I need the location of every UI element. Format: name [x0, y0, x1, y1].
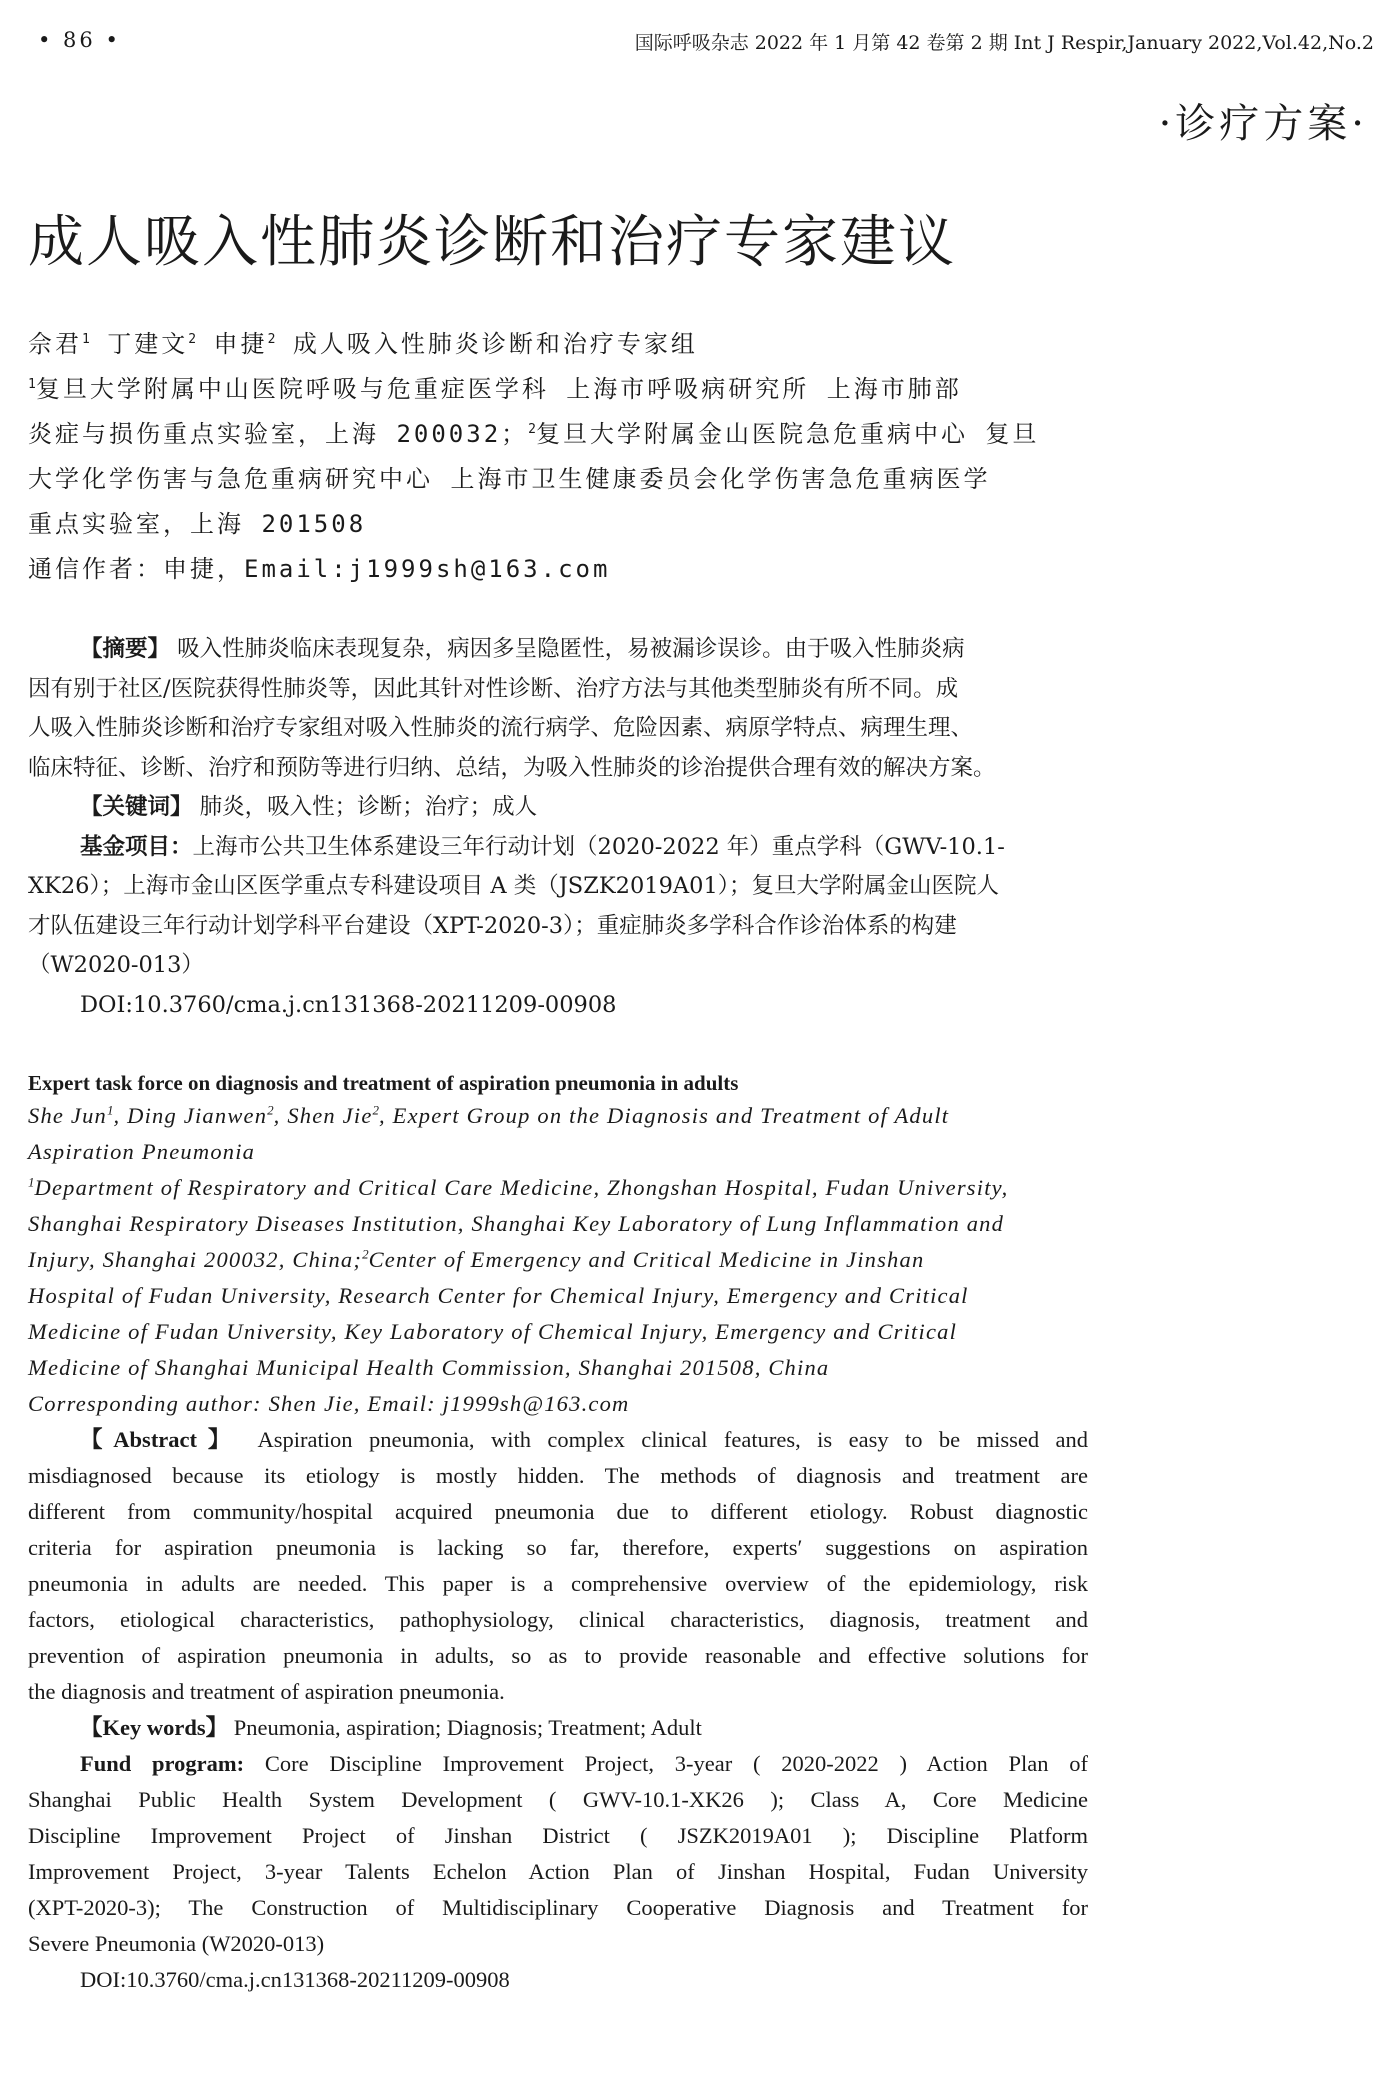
fund-line: Severe Pneumonia (W2020-013) — [28, 1931, 325, 1956]
author-group: 成人吸入性肺炎诊断和治疗专家组 — [275, 330, 698, 358]
english-corresponding-author: Corresponding author: Shen Jie, Email: j1999sh@163.com — [28, 1391, 630, 1416]
affiliation-line — [28, 412, 1088, 457]
abstract-text: 吸入性肺炎临床表现复杂，病因多呈隐匿性，易被漏诊误诊。由于吸入性肺炎病 — [170, 636, 965, 662]
abstract-line — [28, 1422, 1088, 1458]
chinese-abstract — [28, 630, 1088, 1025]
english-abstract-block — [28, 1068, 1088, 1998]
fund-line: （W2020-013） — [28, 952, 204, 978]
abstract-line: criteria for aspiration pneumonia is lacking so far, therefore, experts′ suggestions on aspiration — [28, 1535, 1088, 1560]
affiliation-marker: 2 — [528, 422, 536, 437]
author-name: She Jun — [28, 1103, 107, 1128]
english-affiliation-line — [28, 1170, 1088, 1206]
fund-line: 才队伍建设三年行动计划学科平台建设（XPT-2020-3）；重症肺炎多学科合作诊治体系的构建 — [28, 912, 957, 939]
author-name: 申捷 — [196, 330, 268, 358]
english-affiliation-line: Medicine of Fudan University, Key Laboratory of Chemical Injury, Emergency and Critical — [28, 1319, 958, 1344]
abstract-line: 人吸入性肺炎诊断和治疗专家组对吸入性肺炎的流行病学、危险因素、病原学特点、病理生理、 — [28, 715, 974, 741]
keywords-line — [28, 1710, 1088, 1746]
english-author-list: Aspiration Pneumonia — [28, 1139, 256, 1164]
abstract-line: prevention of aspiration pneumonia in adults, so as to provide reasonable and effective solutions for — [28, 1643, 1088, 1668]
fund-text: 上海市公共卫生体系建设三年行动计划（2020-2022 年）重点学科（GWV-10.1- — [192, 833, 1005, 860]
fund-line: Improvement Project, 3-year Talents Echelon Action Plan of Jinshan Hospital, Fudan University — [28, 1859, 1088, 1884]
affiliation-marker: 1 — [28, 377, 36, 392]
english-abstract — [28, 1422, 1088, 1998]
affiliation-line: 大学化学伤害与急危重病研究中心 上海市卫生健康委员会化学伤害急危重病医学 — [28, 465, 991, 493]
article-title: 成人吸入性肺炎诊断和治疗专家建议 — [28, 210, 956, 275]
english-affiliation-line — [28, 1242, 1088, 1278]
abstract-line: misdiagnosed because its etiology is mostly hidden. The methods of diagnosis and treatment are — [28, 1463, 1088, 1488]
author-name: , Ding Jianwen — [113, 1103, 268, 1128]
affiliation-marker: 2 — [267, 1102, 274, 1118]
english-affiliation-line: Hospital of Fudan University, Research Center for Chemical Injury, Emergency and Critical — [28, 1283, 969, 1308]
english-authors-affiliations — [28, 1098, 1088, 1422]
doi: DOI:10.3760/cma.j.cn131368-20211209-00908 — [80, 1967, 510, 1992]
affiliation-marker: 2 — [267, 332, 276, 347]
fund-label: Fund program: — [80, 1751, 245, 1776]
affiliation-marker: 1 — [107, 1102, 114, 1118]
english-author-list — [28, 1098, 1088, 1134]
abstract-line: 临床特征、诊断、治疗和预防等进行归纳、总结，为吸入性肺炎的诊治提供合理有效的解决方案。 — [28, 754, 996, 781]
affiliation-text: Center of Emergency and Critical Medicine in Jinshan — [368, 1247, 925, 1272]
affiliation-marker: 2 — [372, 1102, 380, 1118]
abstract-label: 【摘要】 — [80, 636, 171, 662]
fund-line: Discipline Improvement Project of Jinshan District ( JSZK2019A01 ); Discipline Platform — [28, 1823, 1088, 1848]
author-group: , Expert Group on the Diagnosis and Treatment of Adult — [379, 1103, 950, 1128]
fund-text: Core Discipline Improvement Project, 3-year ( 2020-2022 ) Action Plan of — [244, 1751, 1088, 1776]
english-affiliation-line: Shanghai Respiratory Diseases Institution, Shanghai Key Laboratory of Lung Inflammation and — [28, 1211, 1005, 1236]
affiliation-marker: 2 — [188, 332, 197, 347]
affiliation-text: Injury, Shanghai 200032, China; — [28, 1247, 363, 1272]
author-list — [28, 322, 1088, 367]
page-number: • 86 • — [38, 28, 121, 52]
affiliation-text: 复旦大学附属中山医院呼吸与危重症医学科 上海市呼吸病研究所 上海市肺部 — [35, 375, 962, 403]
fund-line: (XPT-2020-3); The Construction of Multidisciplinary Cooperative Diagnosis and Treatment for — [28, 1895, 1088, 1920]
abstract-line: the diagnosis and treatment of aspiration pneumonia. — [28, 1679, 505, 1704]
abstract-line: factors, etiological characteristics, pathophysiology, clinical characteristics, diagnosis, treatment and — [28, 1607, 1088, 1632]
running-header — [28, 24, 1374, 58]
affiliation-line — [28, 367, 1088, 412]
author-name: , Shen Jie — [273, 1103, 373, 1128]
fund-label: 基金项目： — [80, 833, 193, 860]
affiliation-text: 炎症与损伤重点实验室，上海 200032； — [28, 420, 529, 448]
affiliation-line: 重点实验室，上海 201508 — [28, 510, 367, 538]
affiliation-marker: 1 — [28, 1174, 35, 1190]
keywords-text: 肺炎，吸入性；诊断；治疗；成人 — [192, 794, 538, 820]
english-affiliation-line: Medicine of Shanghai Municipal Health Commission, Shanghai 201508, China — [28, 1355, 830, 1380]
author-name: 佘君 — [28, 330, 82, 358]
keywords-line — [28, 788, 1088, 828]
abstract-text: Aspiration pneumonia, with complex clinical features, is easy to be missed and — [241, 1427, 1088, 1452]
english-title: Expert task force on diagnosis and treatment of aspiration pneumonia in adults — [28, 1071, 739, 1095]
authors-affiliations — [28, 322, 1088, 592]
fund-line: Shanghai Public Health System Development ( GWV-10.1-XK26 ); Class A, Core Medicine — [28, 1787, 1088, 1812]
affiliation-text: 复旦大学附属金山医院急危重病中心 复旦 — [535, 420, 1040, 448]
keywords-label: 【关键词】 — [80, 794, 193, 820]
affiliation-marker: 1 — [82, 332, 90, 347]
abstract-line: 因有别于社区/医院获得性肺炎等，因此其针对性诊断、治疗方法与其他类型肺炎有所不同。成 — [28, 675, 959, 702]
fund-line — [28, 1746, 1088, 1782]
abstract-label: 【Abstract】 — [80, 1427, 242, 1452]
doi: DOI:10.3760/cma.j.cn131368-20211209-00908 — [80, 991, 617, 1018]
column-label: ·诊疗方案· — [1158, 101, 1368, 147]
abstract-line — [28, 630, 1088, 670]
corresponding-author: 通信作者：申捷，Email:j1999sh@163.com — [28, 555, 611, 583]
keywords-text: Pneumonia, aspiration; Diagnosis; Treatment; Adult — [228, 1715, 702, 1740]
affiliation-text: Department of Respiratory and Critical Care Medicine, Zhongshan Hospital, Fudan University, — [34, 1175, 1009, 1200]
journal-citation: 国际呼吸杂志 2022 年 1 月第 42 卷第 2 期 Int J Respir,January 2022,Vol.42,No.2 — [634, 32, 1374, 54]
abstract-line: different from community/hospital acquired pneumonia due to different etiology. Robust diagnostic — [28, 1499, 1088, 1524]
abstract-line: pneumonia in adults are needed. This paper is a comprehensive overview of the epidemiology, risk — [28, 1571, 1088, 1596]
author-name: 丁建文 — [89, 330, 189, 358]
affiliation-marker: 2 — [362, 1246, 369, 1262]
fund-line: XK26）；上海市金山区医学重点专科建设项目 A 类（JSZK2019A01）；复旦大学附属金山医院人 — [28, 873, 1000, 899]
fund-line — [28, 828, 1088, 868]
keywords-label: 【Key words】 — [80, 1715, 229, 1740]
